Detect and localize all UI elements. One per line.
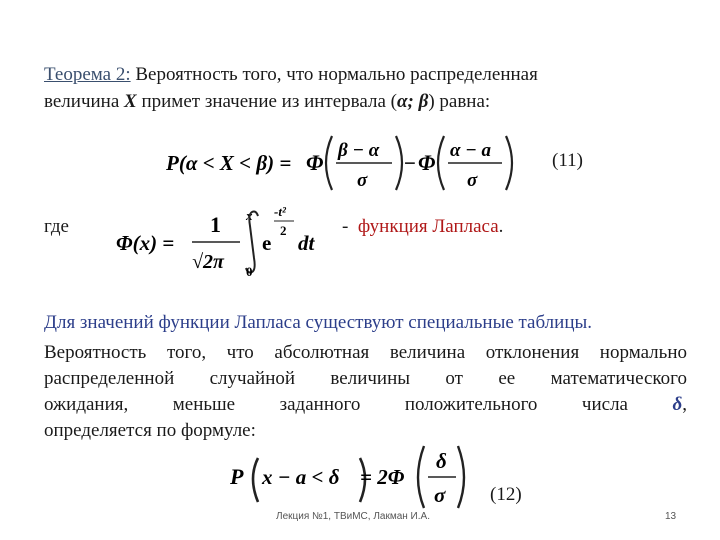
formula-11-frac1-num: β − α xyxy=(338,140,380,161)
formula-12 xyxy=(224,442,474,512)
paragraph-line-3: распределенной случайной величины от ее математического xyxy=(44,368,687,389)
exp-denominator: 2 xyxy=(280,223,287,238)
laplace-lhs: Φ(x) = xyxy=(116,231,175,255)
formula-11-frac2-den: σ xyxy=(467,170,478,191)
interval-alpha-beta: α; β xyxy=(396,91,429,112)
paren-left-1 xyxy=(326,136,332,190)
theorem-text-2c: ) равна: xyxy=(428,91,491,112)
exp-numerator: -t² xyxy=(274,204,286,219)
laplace-dash: - xyxy=(342,216,349,237)
footer-caption: Лекция №1, ТВиМС, Лакман И.А. xyxy=(276,511,430,522)
laplace-period: . xyxy=(498,216,504,237)
paren-right-2 xyxy=(506,136,512,190)
laplace-function-name: функция Лапласа xyxy=(357,216,499,237)
formula-12-paren2-right xyxy=(458,446,464,508)
formula-11-frac1-den: σ xyxy=(357,170,368,191)
paragraph-line-5: определяется по формуле: xyxy=(44,420,256,441)
tables-note: Для значений функции Лапласа существуют специальные таблицы. xyxy=(44,312,593,333)
theorem-line-2 xyxy=(44,89,490,115)
laplace-definition xyxy=(342,214,503,240)
equation-number-12: (12) xyxy=(490,484,522,505)
formula-12-inner: x − a < δ xyxy=(262,465,340,489)
formula-12-frac-num: δ xyxy=(436,449,447,473)
formula-12-paren2-left xyxy=(418,446,424,508)
formula-12-paren-left xyxy=(253,458,258,502)
theorem-title: Теорема 2: xyxy=(44,64,131,85)
integral-upper-limit: x xyxy=(246,208,253,223)
where-label: где xyxy=(44,216,69,237)
formula-12-rhs: = 2Φ xyxy=(360,465,405,489)
paren-left-2 xyxy=(438,136,444,190)
exp-base: e xyxy=(262,231,272,255)
paren-right-1 xyxy=(396,136,402,190)
paragraph-line-4 xyxy=(44,392,687,418)
formula-11-phi-1: Φ xyxy=(306,150,324,175)
laplace-formula xyxy=(112,196,334,280)
formula-11-frac2-num: α − a xyxy=(450,140,492,161)
formula-11-minus: − xyxy=(404,151,416,175)
formula-12-frac-den: σ xyxy=(434,483,446,507)
theorem-text-2a: величина xyxy=(44,91,125,112)
equation-number-11: (11) xyxy=(552,150,583,171)
paragraph-line-4-text: ожидания, меньше заданного положительного числа xyxy=(44,394,673,415)
page-number: 13 xyxy=(665,511,677,522)
formula-11-phi-2: Φ xyxy=(418,150,436,175)
formula-12-p: P xyxy=(230,464,244,489)
laplace-frac-den: √2π xyxy=(192,251,224,273)
delta-symbol: δ xyxy=(672,394,683,415)
laplace-frac-num: 1 xyxy=(210,212,221,237)
variable-x: X xyxy=(124,91,137,112)
integral-lower-limit: 0 xyxy=(246,264,253,279)
theorem-text-2b: примет значение из интервала ( xyxy=(136,91,397,112)
formula-11 xyxy=(160,130,520,196)
theorem-line-1 xyxy=(44,62,538,88)
paragraph-line-4-comma: , xyxy=(682,394,687,415)
integral-dt: dt xyxy=(298,231,315,255)
formula-11-lhs: P(α < X < β) = xyxy=(166,151,292,175)
theorem-text-1: Вероятность того, что нормально распределенная xyxy=(135,64,538,85)
paragraph-line-2: Вероятность того, что абсолютная величина отклонения нормально xyxy=(44,342,687,363)
